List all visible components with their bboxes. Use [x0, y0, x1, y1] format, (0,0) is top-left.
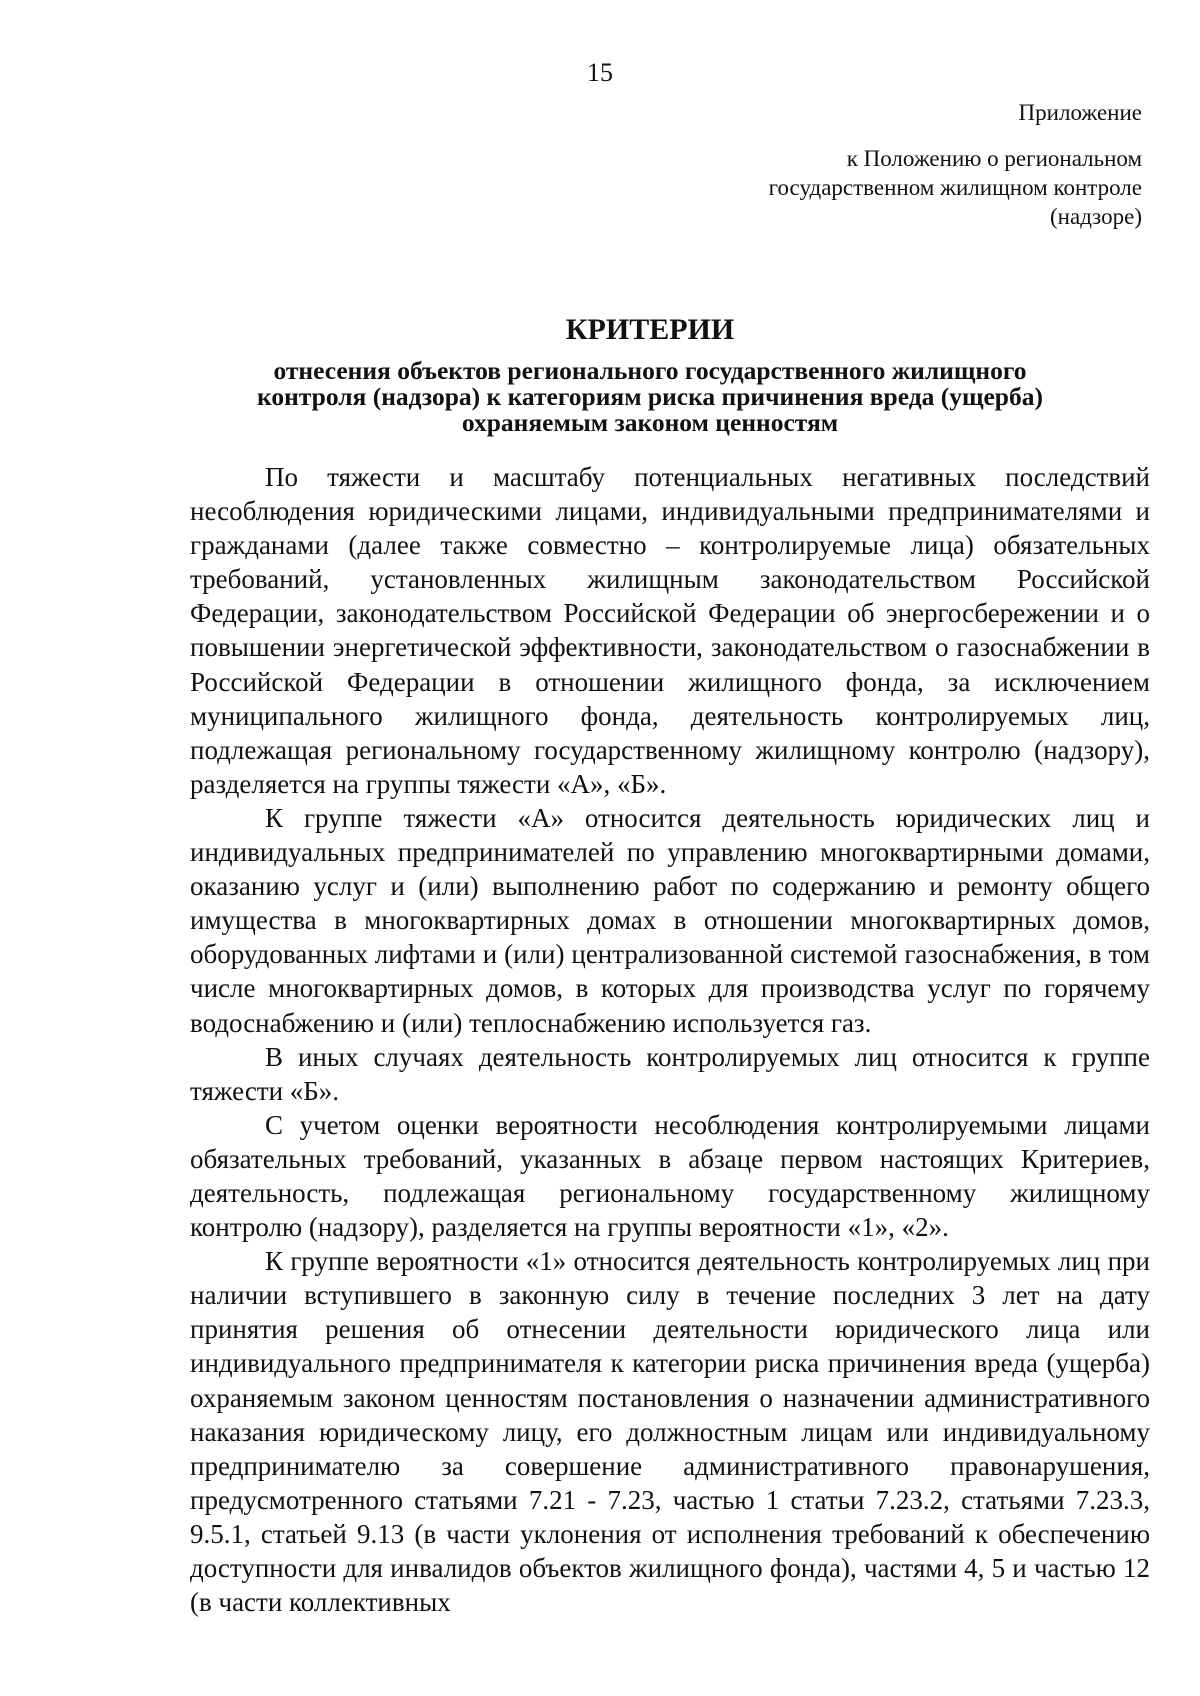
page-number: 15 [587, 58, 613, 87]
document-heading [150, 312, 1150, 436]
paragraph: К группе вероятности «1» относится деятельность контролируемых лиц при наличии вступившего в законную силу в течение последних 3 лет на дату принятия решения об отнесении деятельности юридического лица или индивидуального предпринимателя к категории риска причинения вреда (ущерба) охраняемым законом ценностям постановления о назначении административного наказания юридическому лицу, его должностным лицам или индивидуальному предпринимателю за совершение административного правонарушения, предусмотренного статьями 7.21 - 7.23, частью 1 статьи 7.23.2, статьями 7.23.3, 9.5.1, статьей 9.13 (в части уклонения от исполнения требований к обеспечению доступности для инвалидов объектов жилищного фонда), частями 4, 5 и частью 12 (в части коллективных [190, 1246, 1150, 1618]
body-text [190, 460, 1150, 1619]
appendix-title: Приложение [1018, 100, 1142, 125]
appendix-line: (надзоре) [1050, 204, 1142, 229]
heading-subtitle-line: контроля (надзора) к категориям риска причинения вреда (ущерба) [257, 382, 1043, 411]
paragraph: К группе тяжести «А» относится деятельность юридических лиц и индивидуальных предпринимателей по управлению многоквартирными домами, оказанию услуг и (или) выполнению работ по содержанию и ремонту общего имущества в многоквартирных домах в отношении многоквартирных домов, оборудованных лифтами и (или) централизованной системой газоснабжения, в том числе многоквартирных домов, в которых для производства услуг по горячему водоснабжению и (или) теплоснабжению используется газ. [190, 802, 1150, 1038]
heading-title: КРИТЕРИИ [565, 313, 735, 346]
paragraph: С учетом оценки вероятности несоблюдения контролируемыми лицами обязательных требований, указанных в абзаце первом настоящих Критериев, деятельность, подлежащая региональному государственному жилищному контролю (надзору), разделяется на группы вероятности «1», «2». [190, 1109, 1150, 1243]
paragraph: В иных случаях деятельность контролируемых лиц относится к группе тяжести «Б». [190, 1041, 1150, 1106]
appendix-line: к Положению о региональном [846, 146, 1142, 171]
heading-subtitle [150, 358, 1150, 436]
appendix-line: государственном жилищном контроле [768, 175, 1142, 200]
appendix-block [622, 98, 1142, 231]
paragraph: По тяжести и масштабу потенциальных негативных последствий несоблюдения юридическими лицами, индивидуальными предпринимателями и гражданами (далее также совместно – контролируемые лица) обязательных требований, установленных жилищным законодательством Российской Федерации, законодательством Российской Федерации об энергосбережении и о повышении энергетической эффективности, законодательством о газоснабжении в Российской Федерации в отношении жилищного фонда, за исключением муниципального жилищного фонда, деятельность контролируемых лиц, подлежащая региональному государственному жилищному контролю (надзору), разделяется на группы тяжести «А», «Б». [190, 462, 1150, 799]
heading-subtitle-line: охраняемым законом ценностям [461, 408, 839, 437]
heading-subtitle-line: отнесения объектов регионального государственного жилищного [273, 356, 1027, 385]
